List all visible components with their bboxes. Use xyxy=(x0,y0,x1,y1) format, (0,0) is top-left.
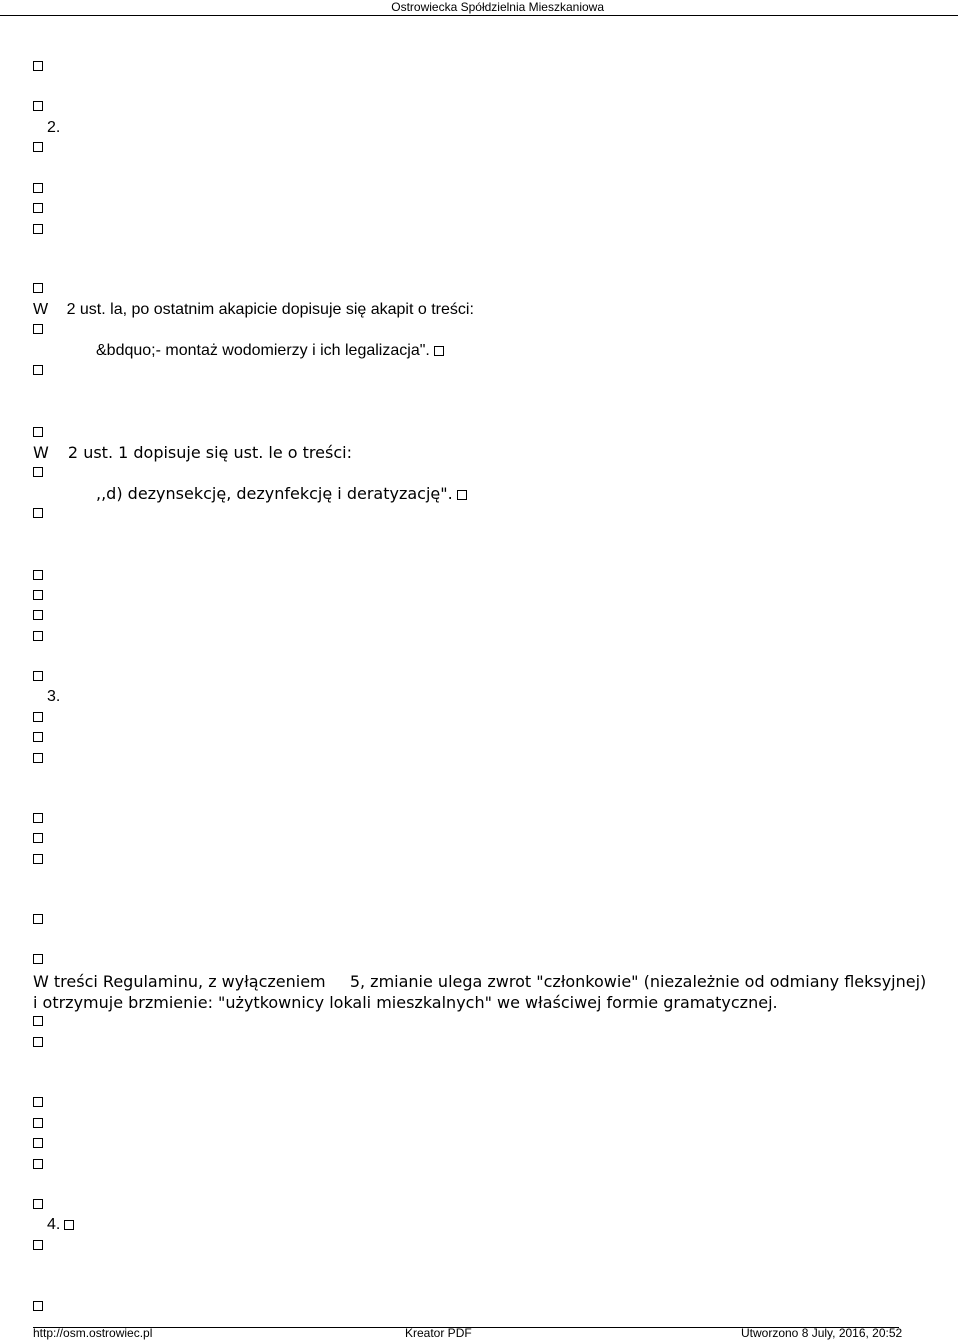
checkbox-icon xyxy=(33,954,43,964)
checkbox-icon xyxy=(33,1240,43,1250)
checkbox-icon xyxy=(434,346,444,356)
section-4-heading: 4. xyxy=(33,1215,74,1235)
checkbox-icon xyxy=(33,1097,43,1107)
checkbox-icon xyxy=(33,732,43,742)
checkbox-icon xyxy=(33,142,43,152)
regulation-paragraph: W treści Regulaminu, z wyłączeniem 5, zmianie ulega zwrot "członkowie" (niezależnie od odmiany fleksyjnej) i otrzymuje brzmienie: "użytkownicy lokali mieszkalnych" we właściwej formie gramatycznej. xyxy=(33,972,927,1012)
checkbox-icon xyxy=(33,813,43,823)
amendment-1-ref: W 2 ust. la, po ostatnim akapicie dopisuje się akapit o treści: xyxy=(33,301,474,318)
checkbox-icon xyxy=(33,833,43,843)
amendment-1-quote: &bdquo;- montaż wodomierzy i ich legalizacja". xyxy=(96,341,444,361)
checkbox-icon xyxy=(33,1118,43,1128)
checkbox-icon xyxy=(33,283,43,293)
checkbox-icon xyxy=(33,427,43,437)
checkbox-icon xyxy=(33,224,43,234)
checkbox-icon xyxy=(33,1037,43,1047)
checkbox-icon xyxy=(33,365,43,375)
header-divider xyxy=(0,15,958,16)
checkbox-icon xyxy=(33,1301,43,1311)
checkbox-icon xyxy=(33,712,43,722)
checkbox-icon xyxy=(33,467,43,477)
checkbox-icon xyxy=(33,671,43,681)
checkbox-icon xyxy=(33,61,43,71)
checkbox-icon xyxy=(33,203,43,213)
footer-created: Utworzono 8 July, 2016, 20:52 xyxy=(741,1326,903,1340)
checkbox-icon xyxy=(33,1016,43,1026)
header-title: Ostrowiecka Spółdzielnia Mieszkaniowa xyxy=(391,0,604,14)
checkbox-icon xyxy=(33,324,43,334)
checkbox-icon xyxy=(33,1159,43,1169)
checkbox-icon xyxy=(33,183,43,193)
checkbox-icon xyxy=(33,1199,43,1209)
checkbox-icon xyxy=(33,1138,43,1148)
checkbox-icon xyxy=(33,914,43,924)
amendment-2-quote: ,,d) dezynsekcję, dezynfekcję i deratyzację". xyxy=(96,484,467,504)
footer-url: http://osm.ostrowiec.pl xyxy=(33,1326,153,1340)
checkbox-icon xyxy=(33,570,43,580)
section-3-heading: 3. xyxy=(47,688,61,705)
checkbox-icon xyxy=(33,753,43,763)
checkbox-icon xyxy=(33,508,43,518)
footer-generator: Kreator PDF xyxy=(405,1326,472,1340)
checkbox-icon xyxy=(33,590,43,600)
checkbox-icon xyxy=(457,490,467,500)
section-2-heading: 2. xyxy=(47,119,61,136)
checkbox-icon xyxy=(33,631,43,641)
checkbox-icon xyxy=(64,1220,74,1230)
checkbox-icon xyxy=(33,101,43,111)
amendment-2-ref: W 2 ust. 1 dopisuje się ust. le o treści: xyxy=(33,443,352,462)
checkbox-icon xyxy=(33,854,43,864)
checkbox-icon xyxy=(33,610,43,620)
